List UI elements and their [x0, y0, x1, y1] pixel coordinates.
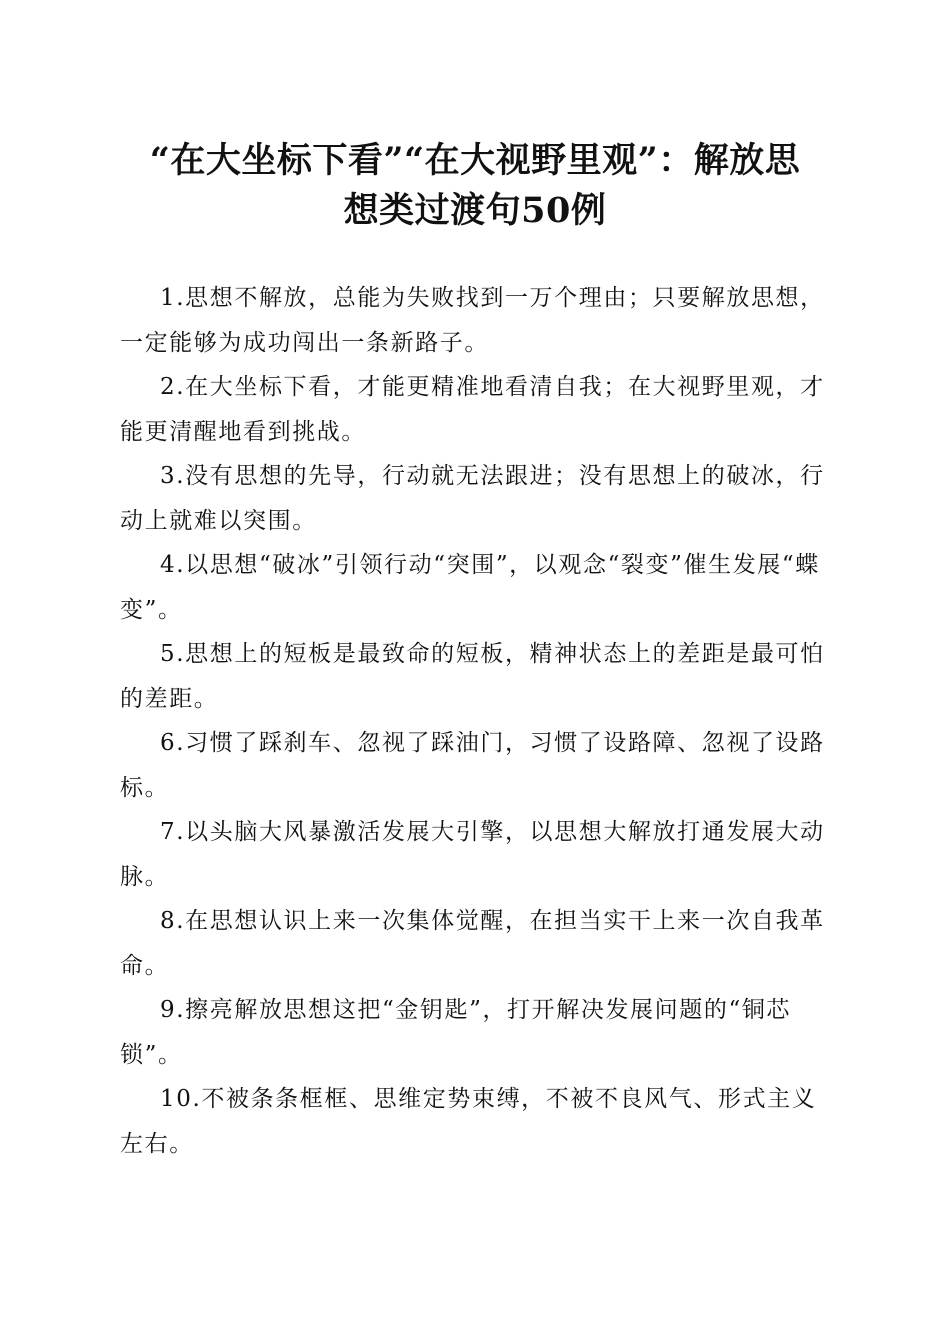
document-title — [110, 136, 840, 236]
list-item: 7.以头脑大风暴激活发展大引擎，以思想大解放打通发展大动脉。 — [120, 819, 825, 890]
list-item: 2.在大坐标下看，才能更精准地看清自我；在大视野里观，才能更清醒地看到挑战。 — [120, 374, 825, 445]
list-item: 5.思想上的短板是最致命的短板，精神状态上的差距是最可怕的差距。 — [120, 641, 825, 712]
list-item: 1.思想不解放，总能为失败找到一万个理由；只要解放思想，一定能够为成功闯出一条新路子。 — [120, 285, 825, 356]
list-item: 4.以思想“破冰”引领行动“突围”，以观念“裂变”催生发展“蝶变”。 — [120, 552, 820, 623]
list-item: 9.擦亮解放思想这把“金钥匙”，打开解决发展问题的“铜芯锁”。 — [120, 997, 792, 1068]
list-item: 3.没有思想的先导，行动就无法跟进；没有思想上的破冰，行动上就难以突围。 — [120, 463, 825, 534]
list-item: 10.不被条条框框、思维定势束缚，不被不良风气、形式主义左右。 — [120, 1086, 817, 1157]
title-line-1: “在大坐标下看”“在大视野里观”：解放思 — [149, 140, 801, 181]
title-line-2: 想类过渡句50例 — [343, 190, 607, 231]
transition-sentence-list — [120, 276, 826, 1166]
list-item: 8.在思想认识上来一次集体觉醒，在担当实干上来一次自我革命。 — [120, 908, 825, 979]
list-item: 6.习惯了踩刹车、忽视了踩油门，习惯了设路障、忽视了设路标。 — [120, 730, 825, 801]
